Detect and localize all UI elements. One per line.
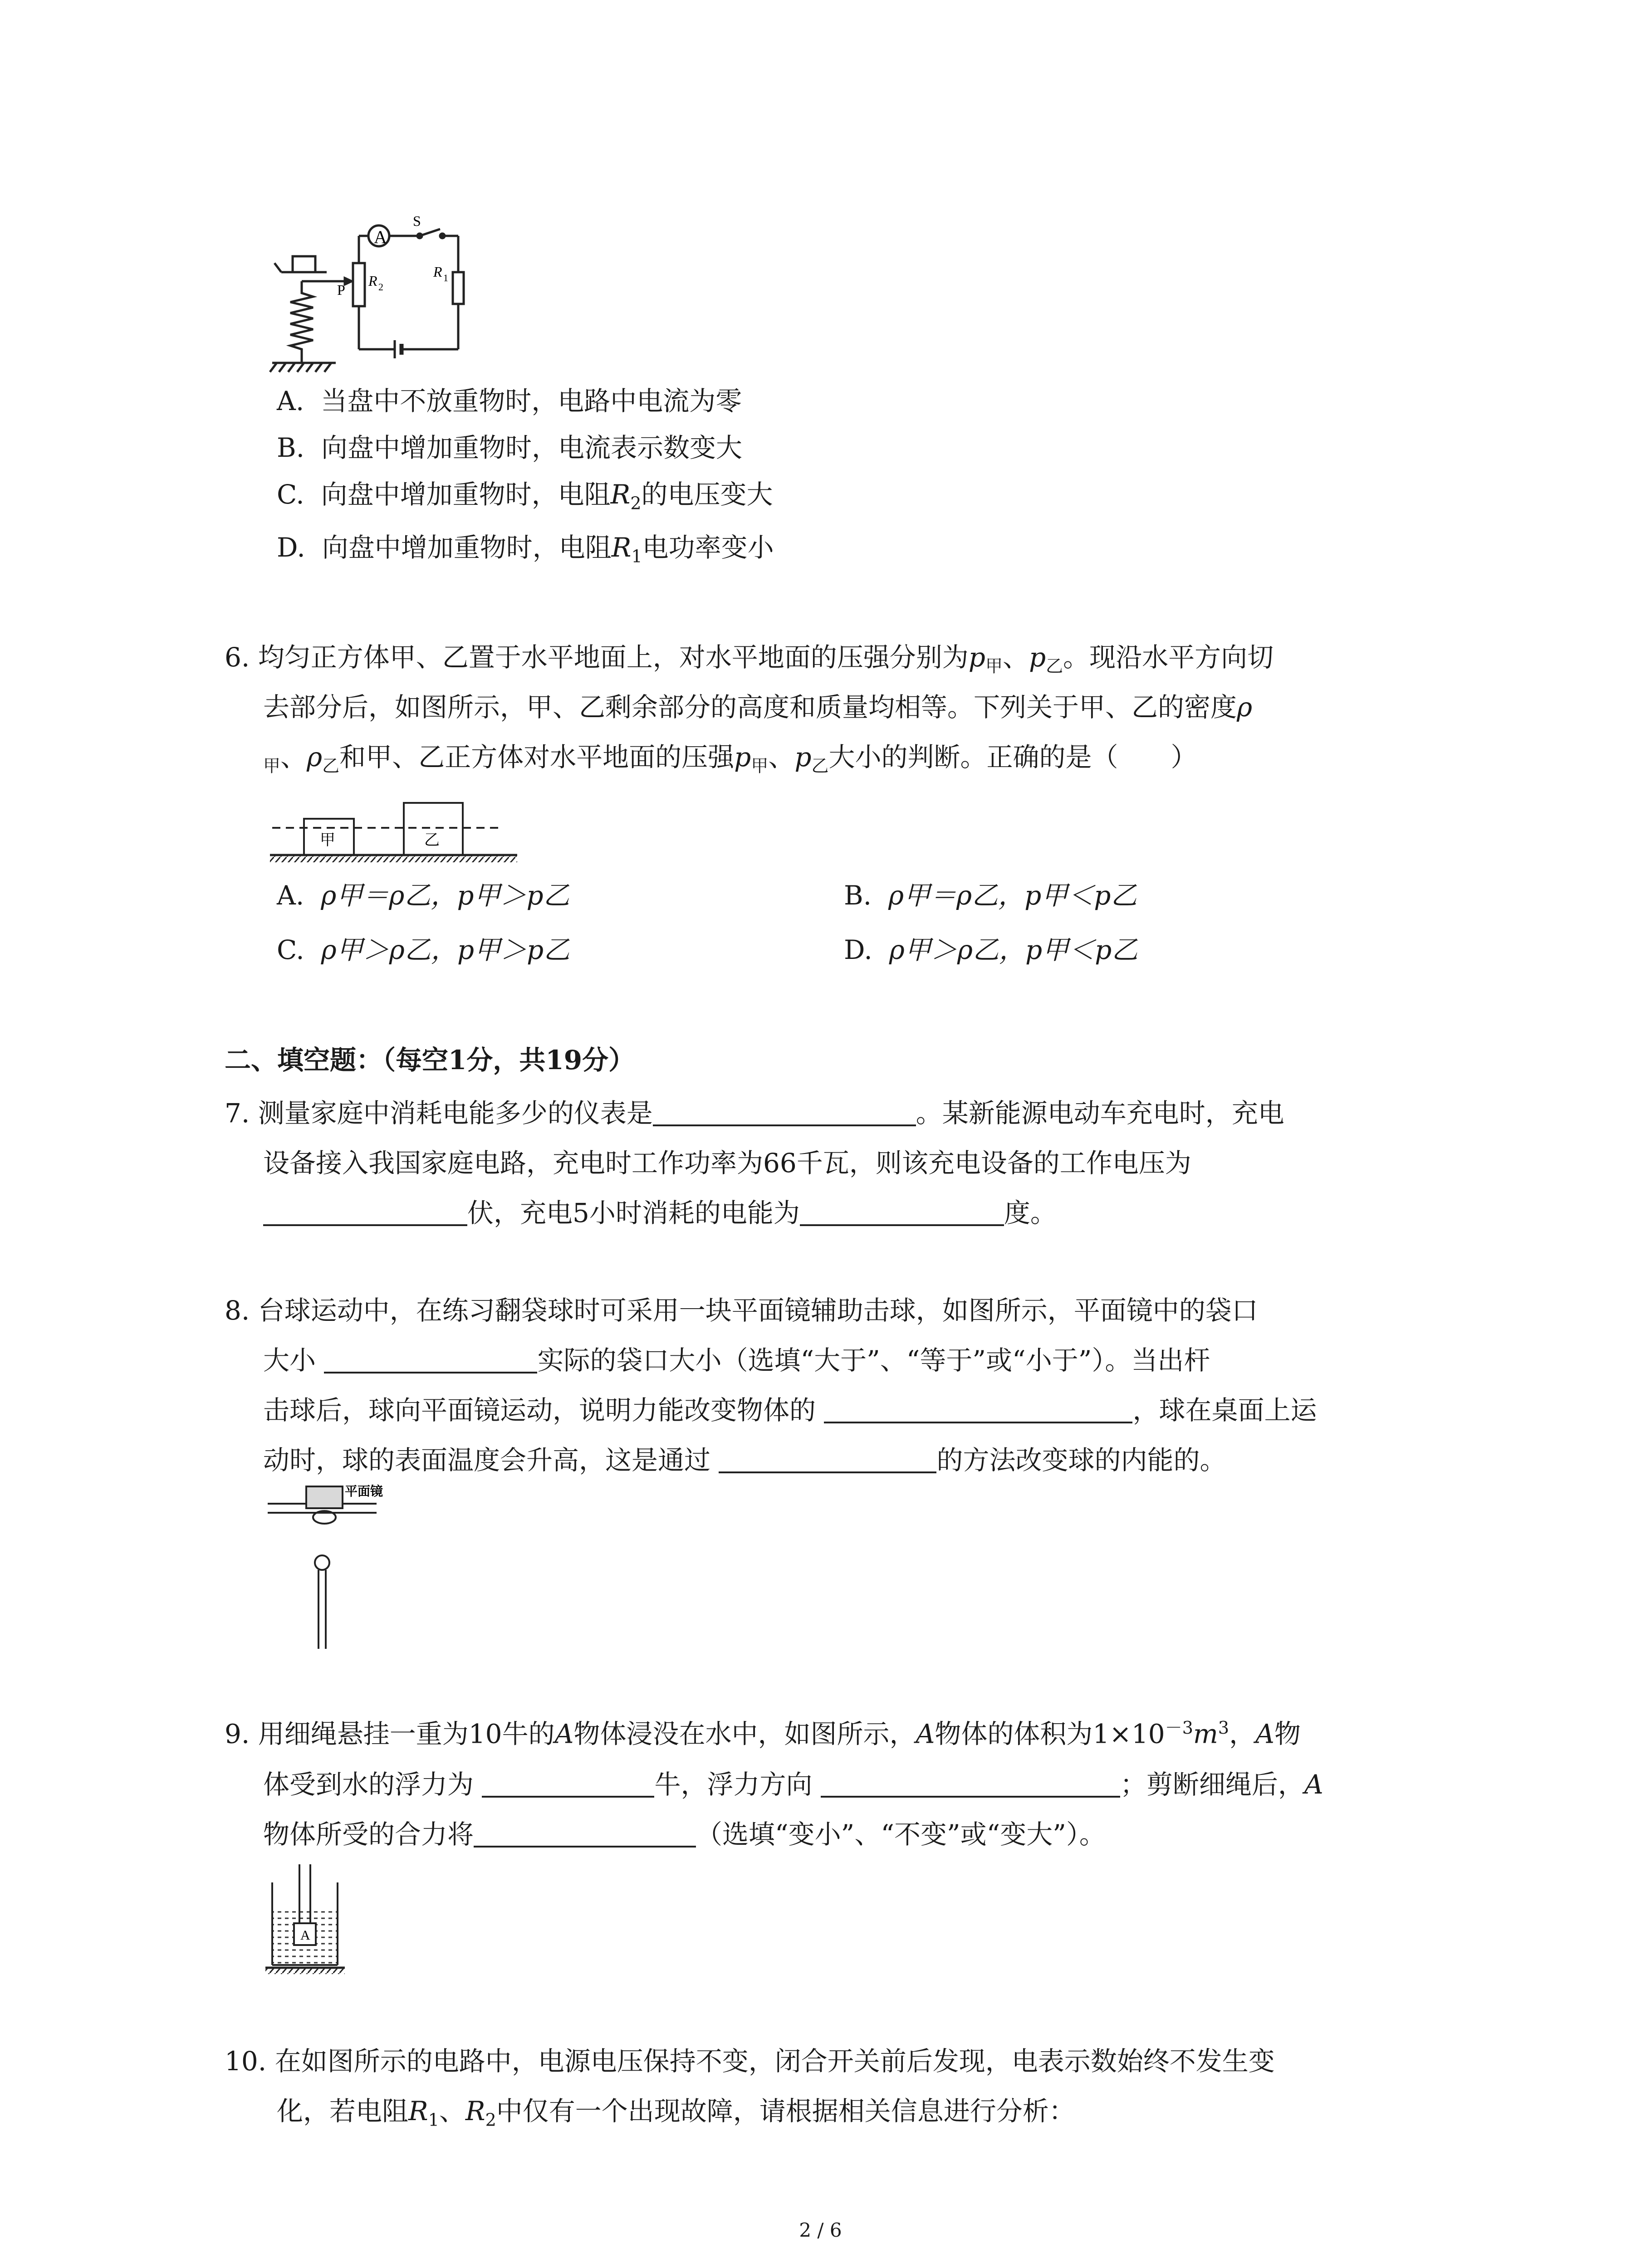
q7-line-1 bbox=[225, 1098, 1284, 1129]
blank[interactable] bbox=[824, 1398, 1132, 1423]
option-letter: A. bbox=[277, 386, 304, 416]
q6-option-d bbox=[844, 934, 1138, 965]
blank[interactable] bbox=[482, 1772, 654, 1798]
q8-line-3 bbox=[263, 1395, 1317, 1426]
var-rho: ρ bbox=[1237, 692, 1253, 723]
variable: A bbox=[554, 1718, 574, 1750]
q5-option-d bbox=[277, 534, 774, 565]
q8-mirror-figure bbox=[263, 1481, 408, 1653]
q10-line-2 bbox=[277, 2098, 1075, 2129]
q9-text: 体受到水的浮力为 bbox=[263, 1769, 474, 1800]
question-number: 6. bbox=[225, 642, 250, 673]
blank[interactable] bbox=[653, 1101, 916, 1126]
mirror-label: 平面镜 bbox=[345, 1484, 383, 1499]
option-text: 向盘中增加重物时，电阻 bbox=[321, 479, 611, 510]
option-text: ρ甲＝ρ乙，p甲＞p乙 bbox=[321, 880, 570, 911]
q7-text: 伏，充电5小时消耗的电能为 bbox=[467, 1198, 800, 1228]
q8-text: 的方法改变球的内能的。 bbox=[936, 1445, 1226, 1476]
option-text: ρ甲＞ρ乙，p甲＞p乙 bbox=[321, 934, 570, 965]
question-number: 9. bbox=[225, 1718, 250, 1750]
q8-text: 台球运动中，在练习翻袋球时可采用一块平面镜辅助击球，如图所示，平面镜中的袋口 bbox=[258, 1295, 1258, 1326]
q6-line-2 bbox=[263, 692, 1253, 723]
var-p: p bbox=[968, 642, 985, 673]
q6-text: 和甲、乙正方体对水平地面的压强 bbox=[339, 742, 735, 772]
option-text: 向盘中增加重物时，电阻 bbox=[322, 532, 612, 563]
sub-jia: 甲 bbox=[263, 756, 281, 776]
q9-text: ；剪断细绳后， bbox=[1120, 1769, 1304, 1800]
q9-text: 牛，浮力方向 bbox=[654, 1769, 813, 1800]
subscript: 1 bbox=[428, 2110, 439, 2130]
sep: 、 bbox=[768, 742, 795, 772]
option-text: 当盘中不放重物时，电路中电流为零 bbox=[321, 386, 742, 416]
var-p: p bbox=[1029, 642, 1046, 673]
blank[interactable] bbox=[800, 1201, 1004, 1226]
sub-jia: 甲 bbox=[751, 756, 769, 776]
q9-line-2 bbox=[263, 1771, 1323, 1798]
r1-label: R bbox=[433, 264, 442, 280]
sep: 、 bbox=[280, 742, 307, 772]
q9-text: 物体的体积为1×10 bbox=[935, 1718, 1165, 1750]
ammeter-label: A bbox=[374, 227, 387, 247]
q5-option-b bbox=[277, 432, 742, 463]
sub-yi: 乙 bbox=[1046, 656, 1063, 676]
switch-label: S bbox=[413, 213, 421, 229]
superscript: －3 bbox=[1165, 1718, 1193, 1738]
q8-text: 动时，球的表面温度会升高，这是通过 bbox=[263, 1445, 711, 1476]
q9-line-3 bbox=[263, 1821, 1106, 1848]
r1-sub-label: 1 bbox=[443, 272, 448, 284]
q10-line-1 bbox=[225, 2046, 1275, 2077]
question-number: 8. bbox=[225, 1295, 250, 1326]
q5-option-a bbox=[277, 388, 742, 414]
q6-text: 大小的判断。正确的是（ ） bbox=[828, 742, 1197, 772]
q8-text: 实际的袋口大小（选填“大于”、“等于”或“小于”）。当出杆 bbox=[537, 1345, 1210, 1376]
page-number: 2 / 6 bbox=[799, 2219, 842, 2241]
option-letter: B. bbox=[277, 432, 305, 463]
q7-text: 设备接入我国家庭电路，充电时工作功率为66千瓦，则该充电设备的工作电压为 bbox=[263, 1148, 1191, 1178]
block-jia-label: 甲 bbox=[320, 831, 335, 849]
var-p: p bbox=[794, 742, 812, 772]
option-letter: C. bbox=[277, 479, 304, 510]
blank[interactable] bbox=[719, 1448, 936, 1473]
option-letter: D. bbox=[277, 532, 305, 563]
q6-line-3 bbox=[263, 744, 1197, 775]
blank[interactable] bbox=[821, 1772, 1120, 1798]
sub-jia: 甲 bbox=[985, 656, 1003, 676]
subscript: 1 bbox=[631, 546, 642, 567]
q7-line-3 bbox=[263, 1200, 1057, 1226]
q6-line-1 bbox=[225, 644, 1274, 675]
q6-option-a bbox=[277, 882, 570, 909]
option-letter: A. bbox=[277, 880, 304, 911]
q9-text: 用细绳悬挂一重为10牛的 bbox=[258, 1718, 555, 1750]
option-text-end: 电功率变小 bbox=[642, 532, 774, 563]
variable: R bbox=[465, 2096, 485, 2126]
variable: R bbox=[408, 2096, 428, 2126]
q5-circuit-figure bbox=[263, 213, 472, 376]
q6-blocks-figure bbox=[268, 792, 522, 873]
sub-yi: 乙 bbox=[322, 756, 340, 776]
q9-text: ， bbox=[1229, 1718, 1256, 1750]
q10-text: 在如图所示的电路中，电源电压保持不变，闭合开关前后发现，电表示数始终不发生变 bbox=[274, 2046, 1275, 2077]
question-number: 10. bbox=[225, 2046, 267, 2077]
option-letter: B. bbox=[844, 880, 872, 911]
option-letter: D. bbox=[844, 934, 872, 965]
q8-line-1 bbox=[225, 1297, 1258, 1324]
option-text: ρ甲＞ρ乙，p甲＜p乙 bbox=[889, 934, 1138, 965]
slider-label: P bbox=[337, 282, 345, 298]
var-rho: ρ bbox=[307, 742, 323, 772]
option-text: 向盘中增加重物时，电流表示数变大 bbox=[321, 432, 742, 463]
sep: 、 bbox=[1002, 642, 1029, 673]
option-letter: C. bbox=[277, 934, 304, 965]
q9-text: 物体浸没在水中，如图所示， bbox=[573, 1718, 916, 1750]
variable: R bbox=[610, 479, 631, 510]
q6-text: 。现沿水平方向切 bbox=[1063, 642, 1274, 673]
sub-yi: 乙 bbox=[811, 756, 829, 776]
section-title: 二、填空题：（每空1分，共19分） bbox=[225, 1045, 635, 1075]
variable: A bbox=[916, 1718, 935, 1750]
subscript: 2 bbox=[485, 2110, 496, 2130]
r2-sub-label: 2 bbox=[378, 281, 383, 293]
q5-option-c bbox=[277, 481, 773, 512]
var-p: p bbox=[734, 742, 751, 772]
q6-text: 去部分后，如图所示，甲、乙剩余部分的高度和质量均相等。下列关于甲、乙的密度 bbox=[263, 692, 1237, 723]
variable: A bbox=[1255, 1718, 1274, 1750]
q6-option-c bbox=[277, 934, 570, 965]
q8-text: 击球后，球向平面镜运动，说明力能改变物体的 bbox=[263, 1395, 816, 1426]
q10-text: 化，若电阻 bbox=[277, 2096, 409, 2126]
q8-line-4 bbox=[263, 1445, 1226, 1476]
q9-text: 物体所受的合力将 bbox=[263, 1819, 474, 1850]
option-text-end: 的电压变大 bbox=[641, 479, 773, 510]
r2-label: R bbox=[368, 273, 377, 289]
block-yi-label: 乙 bbox=[424, 831, 440, 849]
subscript: 2 bbox=[630, 493, 642, 513]
sep: 、 bbox=[439, 2096, 465, 2126]
q7-text: 。某新能源电动车充电时，充电 bbox=[916, 1098, 1284, 1129]
q10-text: 中仅有一个出现故障，请根据相关信息进行分析： bbox=[496, 2096, 1075, 2126]
question-number: 7. bbox=[225, 1098, 250, 1129]
blank[interactable] bbox=[324, 1348, 537, 1374]
variable: A bbox=[1304, 1769, 1323, 1800]
q7-text: 度。 bbox=[1004, 1198, 1057, 1228]
q6-option-b bbox=[844, 882, 1137, 909]
q9-text: 物 bbox=[1274, 1718, 1301, 1750]
q7-text: 测量家庭中消耗电能多少的仪表是 bbox=[258, 1098, 653, 1129]
q8-line-2 bbox=[263, 1347, 1210, 1374]
variable: R bbox=[611, 532, 632, 563]
q9-beaker-figure bbox=[263, 1864, 354, 1982]
q6-text: 均匀正方体甲、乙置于水平地面上，对水平地面的压强分别为 bbox=[258, 642, 969, 673]
q8-text: ，球在桌面上运 bbox=[1132, 1395, 1317, 1426]
q9-text: （选填“变小”、“不变”或“变大”）。 bbox=[696, 1819, 1106, 1850]
superscript: 3 bbox=[1218, 1718, 1230, 1738]
option-text: ρ甲＝ρ乙，p甲＜p乙 bbox=[888, 880, 1137, 911]
q7-line-2 bbox=[263, 1150, 1191, 1176]
unit: m bbox=[1193, 1718, 1218, 1750]
block-a-label: A bbox=[300, 1928, 310, 1943]
blank[interactable] bbox=[263, 1201, 467, 1226]
blank[interactable] bbox=[474, 1822, 696, 1848]
q8-text: 大小 bbox=[263, 1345, 316, 1376]
q9-line-1 bbox=[225, 1718, 1301, 1750]
